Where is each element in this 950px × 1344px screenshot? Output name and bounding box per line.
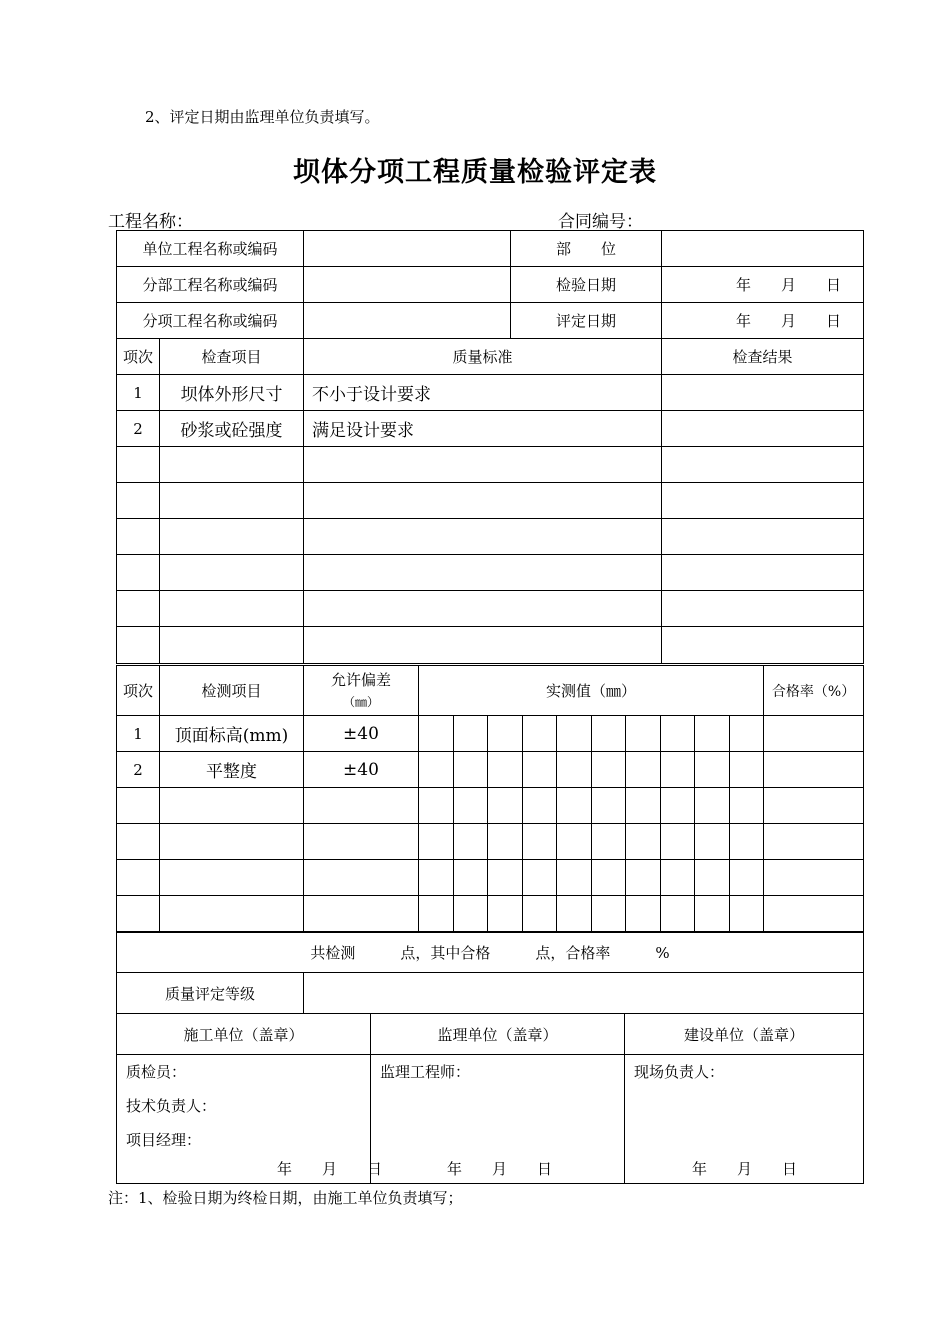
measured-cell[interactable] [557,716,592,752]
measured-cell[interactable] [626,824,661,860]
measured-cell[interactable] [695,896,730,932]
grade-label: 质量评定等级 [117,973,304,1014]
measured-cell[interactable] [419,788,454,824]
measured-cell[interactable] [660,896,695,932]
empty-cell[interactable] [662,555,864,591]
measured-cell[interactable] [660,752,695,788]
measured-cell[interactable] [557,860,592,896]
row-standard: 满足设计要求 [304,411,662,447]
info-label: 分部工程名称或编码 [117,267,304,303]
measured-cell[interactable] [660,788,695,824]
pass-rate-cell[interactable] [764,824,864,860]
measured-cell[interactable] [522,716,557,752]
measured-cell[interactable] [695,752,730,788]
header-note: 2、评定日期由监理单位负责填写。 [145,108,380,126]
table-row-empty [117,824,864,860]
table-row-empty [117,896,864,932]
empty-cell[interactable] [304,860,419,896]
measured-cell[interactable] [453,752,488,788]
measured-cell[interactable] [626,896,661,932]
row-tolerance: ±40 [304,752,419,788]
empty-cell[interactable] [117,788,160,824]
measured-cell[interactable] [626,716,661,752]
table-row [117,752,864,788]
col-header-standard: 质量标准 [304,339,662,375]
row-no: 2 [117,752,160,788]
col-header-no: 项次 [117,339,160,375]
measured-cell[interactable] [695,716,730,752]
construction-sign-area[interactable] [117,1055,383,1184]
info-right-label: 检验日期 [511,267,662,303]
signature-table [116,1013,864,1184]
table-row-empty [117,788,864,824]
row-item: 顶面标高(mm) [160,716,304,752]
empty-cell[interactable] [117,860,160,896]
col-header-pass-rate: 合格率（%） [764,666,864,716]
summary-table [116,932,864,1014]
measured-cell[interactable] [522,860,557,896]
footnote: 注：1、检验日期为终检日期，由施工单位负责填写； [108,1189,463,1207]
measured-cell[interactable] [729,788,764,824]
measured-cell[interactable] [419,860,454,896]
empty-cell[interactable] [160,519,304,555]
table-row-empty [117,483,864,519]
measured-cell[interactable] [453,788,488,824]
measured-cell[interactable] [419,896,454,932]
measured-cell[interactable] [557,896,592,932]
contract-no-label: 合同编号： [558,212,643,232]
technical-lead-label: 技术负责人： [126,1097,217,1115]
table-row-empty [117,627,864,664]
measured-cell[interactable] [591,896,626,932]
measured-cell[interactable] [626,860,661,896]
info-value-field[interactable] [304,231,511,267]
measured-cell[interactable] [557,752,592,788]
empty-cell[interactable] [117,627,160,664]
empty-cell[interactable] [304,447,662,483]
info-right-value[interactable]: 年 月 日 [662,303,864,339]
info-label: 单位工程名称或编码 [117,231,304,267]
info-value-field[interactable] [304,303,511,339]
measured-cell[interactable] [419,716,454,752]
info-row-division [117,267,864,303]
inspection-header-row [117,339,864,375]
table-row-empty [117,591,864,627]
measured-cell[interactable] [488,860,523,896]
empty-cell[interactable] [160,591,304,627]
quality-inspector-label: 质检员： [126,1063,187,1081]
site-lead-label: 现场负责人： [634,1063,725,1081]
col-header-result: 检查结果 [662,339,864,375]
pass-rate-cell[interactable] [764,752,864,788]
empty-cell[interactable] [160,483,304,519]
empty-cell[interactable] [117,896,160,932]
empty-cell[interactable] [304,591,662,627]
empty-cell[interactable] [160,824,304,860]
measured-cell[interactable] [729,896,764,932]
measured-cell[interactable] [626,788,661,824]
measured-cell[interactable] [419,752,454,788]
empty-cell[interactable] [662,519,864,555]
empty-cell[interactable] [160,555,304,591]
empty-cell[interactable] [304,824,419,860]
empty-cell[interactable] [160,627,304,664]
empty-cell[interactable] [662,447,864,483]
supervision-sign-area[interactable] [371,1055,625,1184]
measurement-header-row [117,666,864,716]
tolerance-label: 允许偏差 [330,670,391,689]
info-row-item [117,303,864,339]
measured-cell[interactable] [557,788,592,824]
row-item: 坝体外形尺寸 [160,375,304,411]
summary-row [117,933,864,973]
row-standard: 不小于设计要求 [304,375,662,411]
col-header-item: 检测项目 [160,666,304,716]
col-header-tolerance [304,666,419,716]
grade-row [117,973,864,1014]
form-title: 坝体分项工程质量检验评定表 [293,157,657,188]
empty-cell[interactable] [160,860,304,896]
empty-cell[interactable] [117,519,160,555]
measured-cell[interactable] [488,716,523,752]
pass-rate-cell[interactable] [764,716,864,752]
owner-date: 年 月 日 [692,1160,798,1178]
empty-cell[interactable] [304,483,662,519]
measured-cell[interactable] [453,716,488,752]
info-inspection-table [116,230,864,664]
project-manager-label: 项目经理： [126,1131,202,1149]
construction-title: 施工单位（盖章） [117,1014,371,1055]
table-row-empty [117,860,864,896]
empty-cell[interactable] [160,788,304,824]
empty-cell[interactable] [117,591,160,627]
measured-cell[interactable] [453,860,488,896]
measured-cell[interactable] [557,824,592,860]
empty-cell[interactable] [304,519,662,555]
row-no: 1 [117,716,160,752]
pass-rate-cell[interactable] [764,788,864,824]
empty-cell[interactable] [662,591,864,627]
table-row-empty [117,519,864,555]
empty-cell[interactable] [304,555,662,591]
supervision-date: 年 月 日 [447,1160,553,1178]
info-row-unit [117,231,864,267]
summary-total-text: 共检测 点，其中合格 点，合格率 % [117,933,864,973]
measured-cell[interactable] [522,896,557,932]
measured-cell[interactable] [660,824,695,860]
signature-body-row [117,1055,864,1184]
measured-cell[interactable] [626,752,661,788]
measured-cell[interactable] [729,860,764,896]
supervision-title: 监理单位（盖章） [371,1014,625,1055]
empty-cell[interactable] [662,483,864,519]
table-row [117,716,864,752]
measured-cell[interactable] [591,788,626,824]
col-header-item: 检查项目 [160,339,304,375]
empty-cell[interactable] [117,447,160,483]
measured-cell[interactable] [660,860,695,896]
table-row-empty [117,555,864,591]
info-right-value[interactable] [662,231,864,267]
empty-cell[interactable] [304,788,419,824]
empty-cell[interactable] [160,447,304,483]
col-header-no: 项次 [117,666,160,716]
measured-cell[interactable] [522,788,557,824]
construction-date: 年 月 日 [277,1160,383,1178]
empty-cell[interactable] [304,896,419,932]
empty-cell[interactable] [117,483,160,519]
pass-rate-cell[interactable] [764,860,864,896]
measured-cell[interactable] [729,716,764,752]
measured-cell[interactable] [591,824,626,860]
measured-cell[interactable] [695,824,730,860]
empty-cell[interactable] [117,555,160,591]
info-right-label: 部 位 [511,231,662,267]
measured-cell[interactable] [453,824,488,860]
owner-sign-area[interactable] [625,1055,864,1184]
empty-cell[interactable] [304,627,662,664]
empty-cell[interactable] [662,627,864,664]
table-row [117,411,864,447]
measured-cell[interactable] [591,860,626,896]
measured-cell[interactable] [488,752,523,788]
table-row-empty [117,447,864,483]
info-right-label: 评定日期 [511,303,662,339]
info-value-field[interactable] [304,267,511,303]
measured-cell[interactable] [488,896,523,932]
measured-cell[interactable] [522,824,557,860]
empty-cell[interactable] [117,824,160,860]
grade-value-field[interactable] [304,973,864,1014]
row-result-field[interactable] [662,375,864,411]
measured-cell[interactable] [660,716,695,752]
measured-cell[interactable] [695,788,730,824]
measured-cell[interactable] [488,788,523,824]
row-no: 2 [117,411,160,447]
measured-cell[interactable] [729,824,764,860]
empty-cell[interactable] [160,896,304,932]
row-tolerance: ±40 [304,716,419,752]
measured-cell[interactable] [419,824,454,860]
row-no: 1 [117,375,160,411]
measured-cell[interactable] [522,752,557,788]
owner-title: 建设单位（盖章） [625,1014,864,1055]
info-right-value[interactable]: 年 月 日 [662,267,864,303]
measured-cell[interactable] [729,752,764,788]
row-result-field[interactable] [662,411,864,447]
row-item: 平整度 [160,752,304,788]
measured-cell[interactable] [591,716,626,752]
tolerance-unit: （㎜） [342,694,379,709]
pass-rate-cell[interactable] [764,896,864,932]
row-item: 砂浆或砼强度 [160,411,304,447]
info-label: 分项工程名称或编码 [117,303,304,339]
project-name-label: 工程名称： [108,212,193,232]
measurement-table [116,665,864,932]
supervising-engineer-label: 监理工程师： [380,1063,471,1081]
measured-cell[interactable] [695,860,730,896]
measured-cell[interactable] [591,752,626,788]
table-row [117,375,864,411]
measured-cell[interactable] [488,824,523,860]
col-header-measured: 实测值（㎜） [419,666,764,716]
measured-cell[interactable] [453,896,488,932]
signature-header-row [117,1014,864,1055]
